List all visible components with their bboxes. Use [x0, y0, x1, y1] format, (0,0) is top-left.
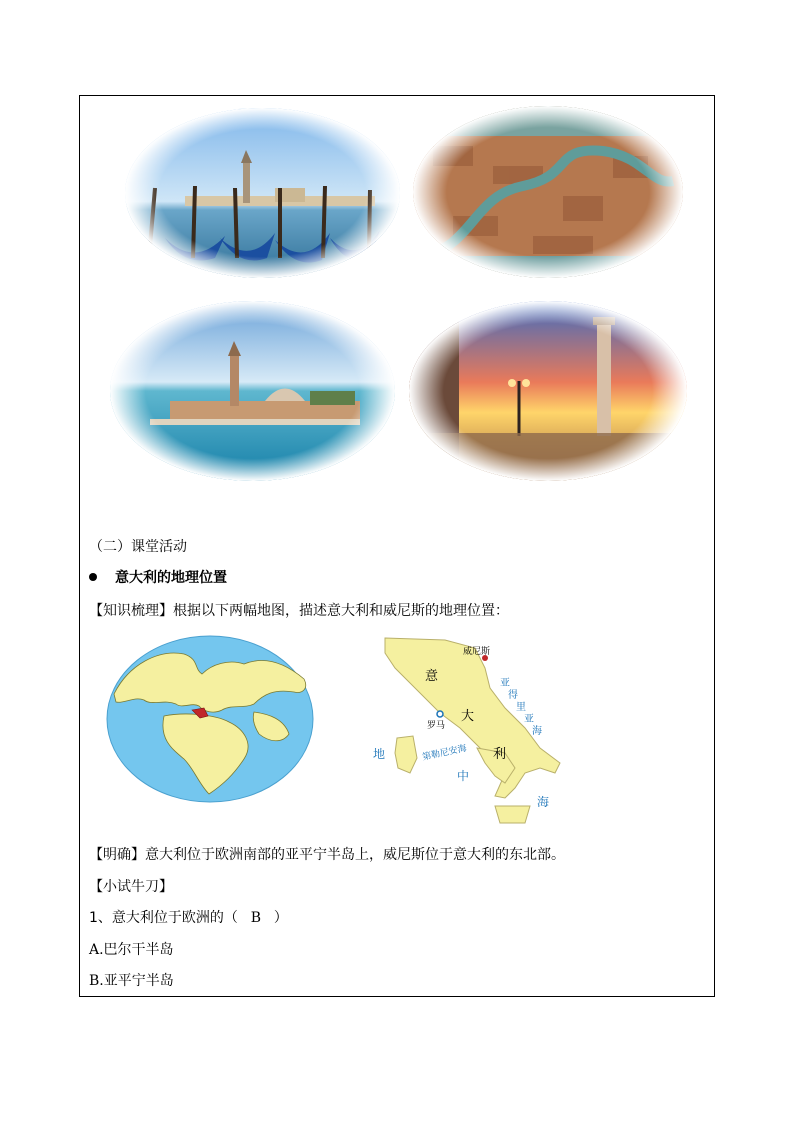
question-1-close: ） — [273, 910, 288, 926]
activity-title: （二）课堂活动 — [89, 539, 187, 555]
adriatic-label-5: 海 — [532, 726, 542, 737]
content-frame — [79, 95, 715, 997]
clarify-line — [89, 846, 565, 864]
globe-map — [104, 634, 316, 804]
island-church-photo — [110, 301, 395, 481]
question-1-stem: 1、意大利位于欧洲的（ — [89, 910, 238, 926]
italy-label-3: 利 — [493, 747, 507, 762]
knowledge-tag: 【知识梳理】 — [89, 603, 173, 619]
aerial-city-photo — [413, 106, 683, 278]
rome-label: 罗马 — [427, 721, 446, 731]
venice-label: 威尼斯 — [463, 647, 491, 657]
adriatic-label-1: 亚 — [500, 678, 510, 689]
tyrrhenian-label: 第勒尼安海 — [421, 743, 468, 763]
clarify-tag: 【明确】 — [89, 847, 145, 863]
italy-map — [365, 628, 575, 838]
adriatic-label-2: 得 — [508, 690, 518, 701]
knowledge-text: 根据以下两幅地图，描述意大利和威尼斯的地理位置： — [173, 603, 509, 619]
question-1-answer: B — [250, 910, 262, 926]
question-1 — [89, 909, 288, 927]
sunset-square-photo — [409, 301, 687, 481]
bullet-icon — [89, 573, 97, 581]
section-heading — [89, 569, 227, 587]
adriatic-label-3: 里 — [516, 702, 526, 713]
med-label-1: 地 — [373, 747, 386, 761]
gondolas-photo — [125, 108, 400, 278]
clarify-text: 意大利位于欧洲南部的亚平宁半岛上，威尼斯位于意大利的东北部。 — [145, 847, 565, 863]
med-label-3: 海 — [537, 795, 550, 809]
knowledge-line — [89, 602, 509, 620]
med-label-2: 中 — [457, 769, 470, 783]
italy-label-2: 大 — [461, 709, 475, 724]
heading-text: 意大利的地理位置 — [115, 570, 227, 586]
option-b: B.亚平宁半岛 — [89, 973, 174, 989]
trial-tag: 【小试牛刀】 — [89, 879, 173, 895]
option-a: A.巴尔干半岛 — [89, 942, 174, 958]
italy-label-1: 意 — [425, 669, 439, 684]
adriatic-label-4: 亚 — [524, 714, 534, 725]
